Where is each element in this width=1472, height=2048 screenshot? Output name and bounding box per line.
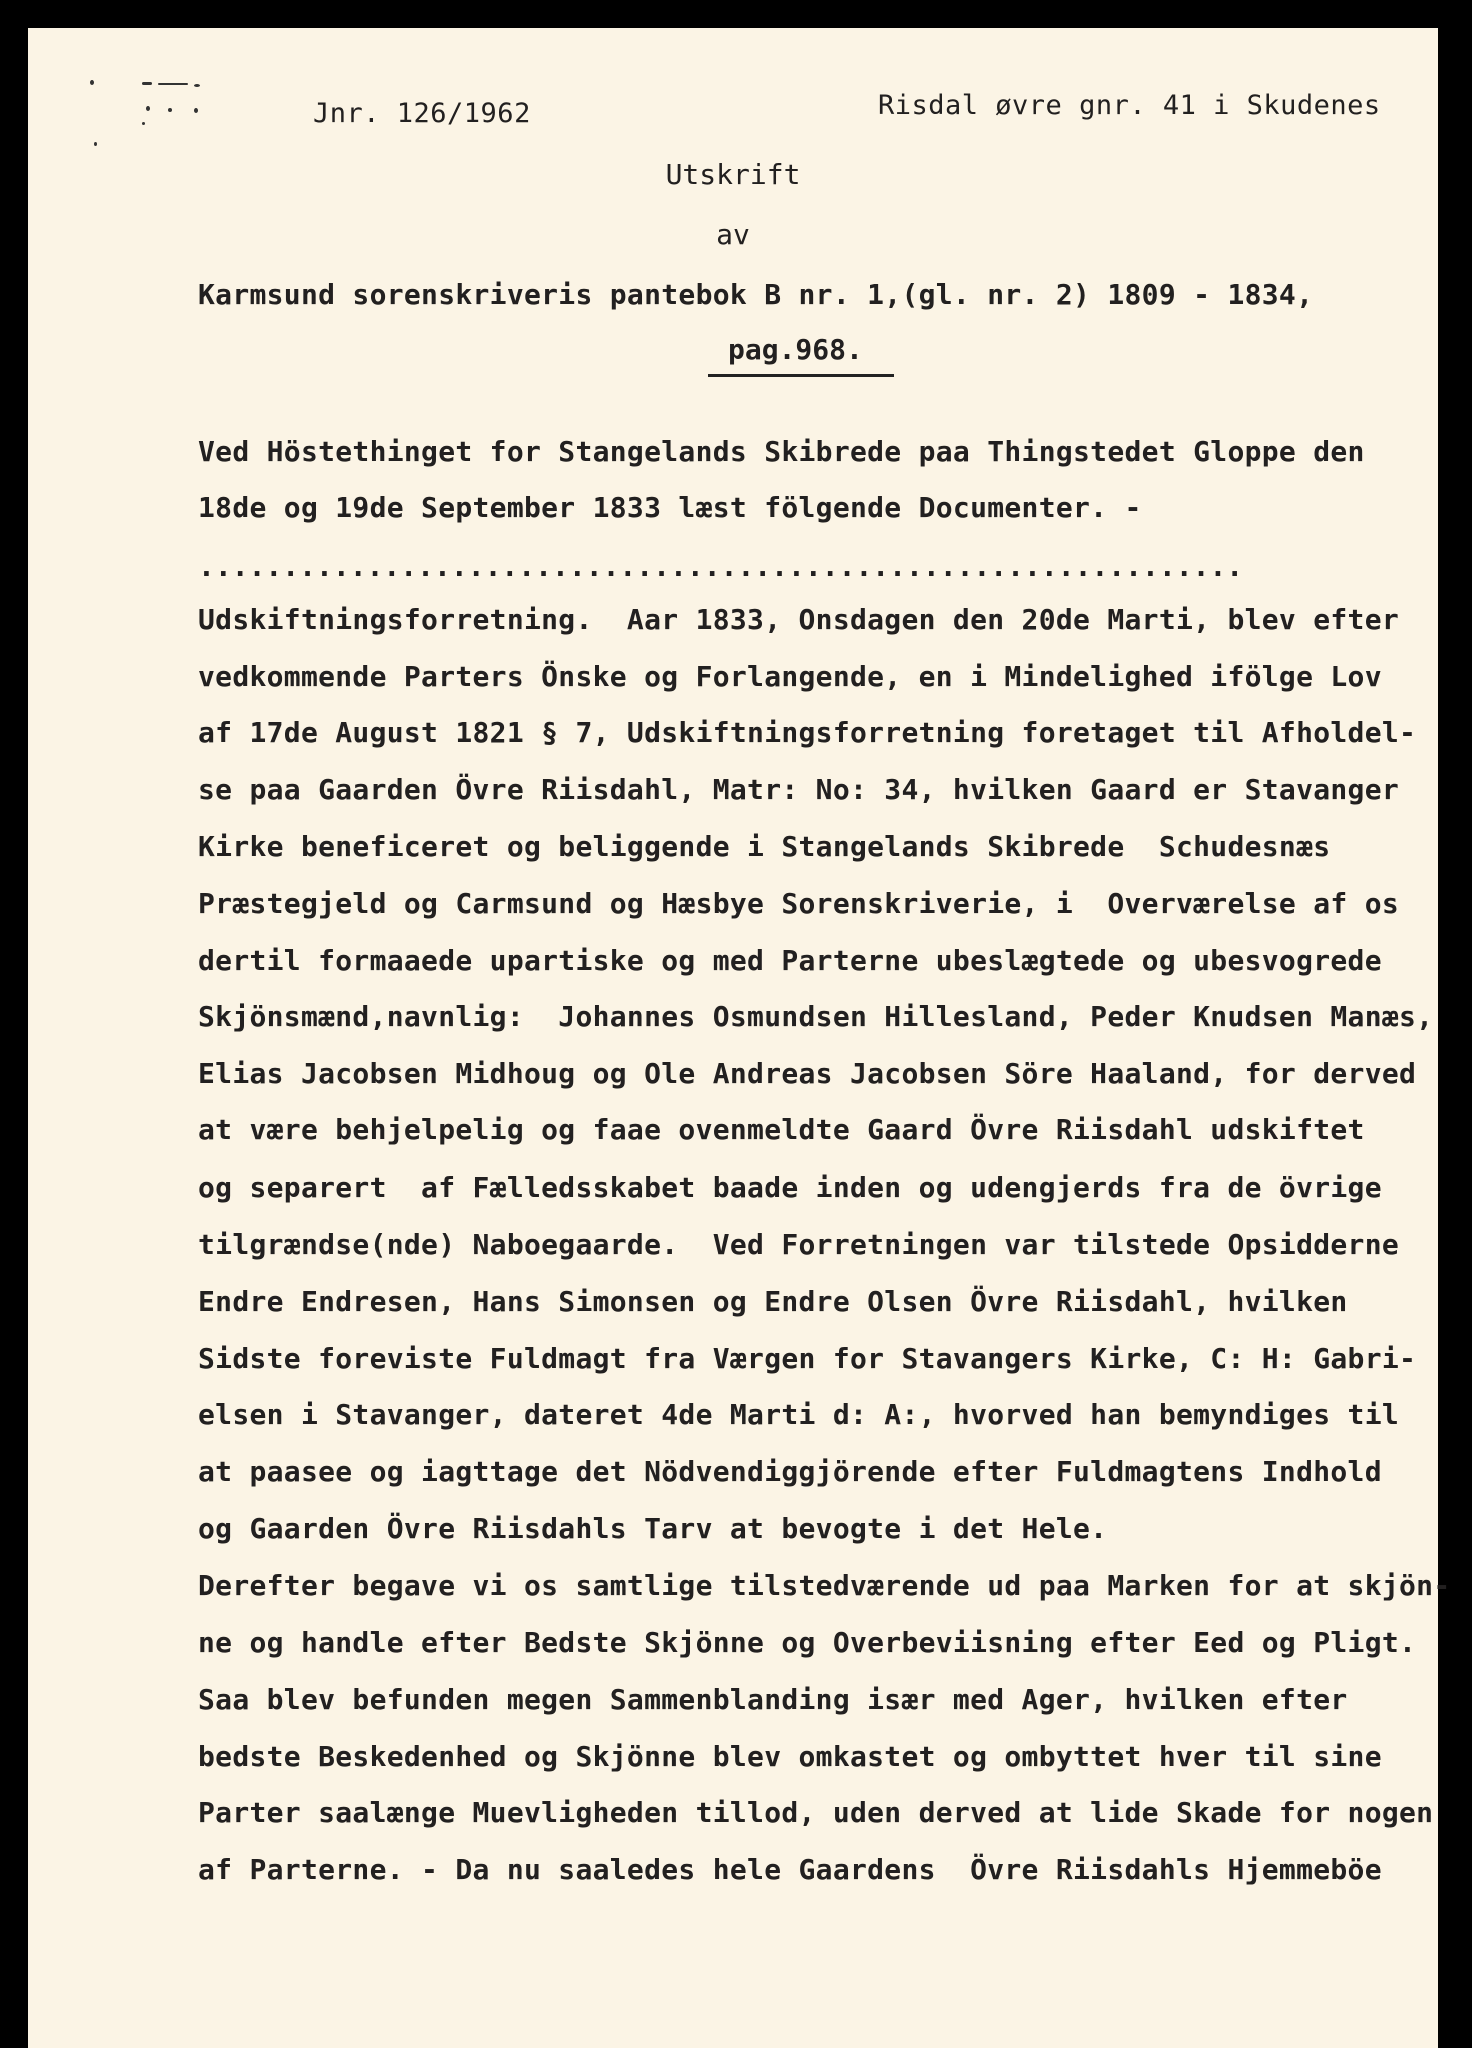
body-line: Saa blev befunden megen Sammenblanding især med Ager, hvilken efter (198, 1683, 1348, 1716)
body-line: Derefter begave vi os samtlige tilstedværende ud paa Marken for at skjön- (198, 1569, 1451, 1602)
journal-number: Jnr. 126/1962 (313, 98, 531, 129)
body-line: af Parterne. - Da nu saaledes hele Gaardens Övre Riisdahls Hjemmeböe (198, 1853, 1382, 1886)
body-line: at være behjelpelig og faae ovenmeldte Gaard Övre Riisdahl udskiftet (198, 1113, 1365, 1146)
body-line: Kirke beneficeret og beliggende i Stangelands Skibrede Schudesnæs (198, 830, 1331, 863)
body-line: ne og handle efter Bedste Skjönne og Overbeviisning efter Eed og Pligt. (198, 1626, 1417, 1659)
property-reference: Risdal øvre gnr. 41 i Skudenes (878, 90, 1381, 121)
intro-line: 18de og 19de September 1833 læst fölgende Documenter. - (198, 491, 1142, 524)
body-line: Endre Endresen, Hans Simonsen og Endre Olsen Övre Riisdahl, hvilken (198, 1285, 1348, 1318)
intro-line: Ved Höstethinget for Stangelands Skibrede paa Thingstedet Gloppe den (198, 435, 1365, 468)
separator-dots: .............................................................. (198, 550, 1244, 583)
body-line: Præstegjeld og Carmsund og Hæsbye Sorenskriverie, i Overværelse af os (198, 887, 1400, 920)
body-line: Udskiftningsforretning. Aar 1833, Onsdagen den 20de Marti, blev efter (198, 603, 1400, 636)
title-av: av (716, 218, 750, 251)
body-line: og separert af Fælledsskabet baade inden og udengjerds fra de övrige (198, 1171, 1382, 1204)
body-line: Skjönsmænd,navnlig: Johannes Osmundsen Hillesland, Peder Knudsen Manæs, (198, 1000, 1434, 1033)
body-line: Parter saalænge Muevligheden tillod, uden derved at lide Skade for nogen (198, 1796, 1434, 1829)
body-line: dertil formaaede upartiske og med Parterne ubeslægtede og ubesvogrede (198, 944, 1382, 977)
body-line: se paa Gaarden Övre Riisdahl, Matr: No: 34, hvilken Gaard er Stavanger (198, 773, 1400, 806)
title-underline (708, 374, 894, 377)
body-line: og Gaarden Övre Riisdahls Tarv at bevogte i det Hele. (198, 1512, 1108, 1545)
title-utskrift: Utskrift (665, 158, 801, 191)
body-line: elsen i Stavanger, dateret 4de Marti d: A:, hvorved han bemyndiges til (198, 1398, 1400, 1431)
body-line: bedste Beskedenhed og Skjönne blev omkastet og ombyttet hver til sine (198, 1740, 1382, 1773)
title-page: pag.968. (728, 333, 863, 366)
body-line: at paasee og iagttage det Nödvendiggjörende efter Fuldmagtens Indhold (198, 1455, 1382, 1488)
document-page (28, 28, 1451, 2048)
title-source: Karmsund sorenskriveris pantebok B nr. 1,(gl. nr. 2) 1809 - 1834, (198, 278, 1314, 311)
body-line: Elias Jacobsen Midhoug og Ole Andreas Jacobsen Söre Haaland, for derved (198, 1057, 1417, 1090)
body-line: vedkommende Parters Önske og Forlangende, en i Mindelighed ifölge Lov (198, 660, 1382, 693)
body-line: Sidste foreviste Fuldmagt fra Værgen for Stavangers Kirke, C: H: Gabri- (198, 1342, 1417, 1375)
body-line: af 17de August 1821 § 7, Udskiftningsforretning foretaget til Afholdel- (198, 716, 1417, 749)
body-line: tilgrændse(nde) Naboegaarde. Ved Forretningen var tilstede Opsidderne (198, 1228, 1400, 1261)
punch-marks (58, 42, 178, 132)
